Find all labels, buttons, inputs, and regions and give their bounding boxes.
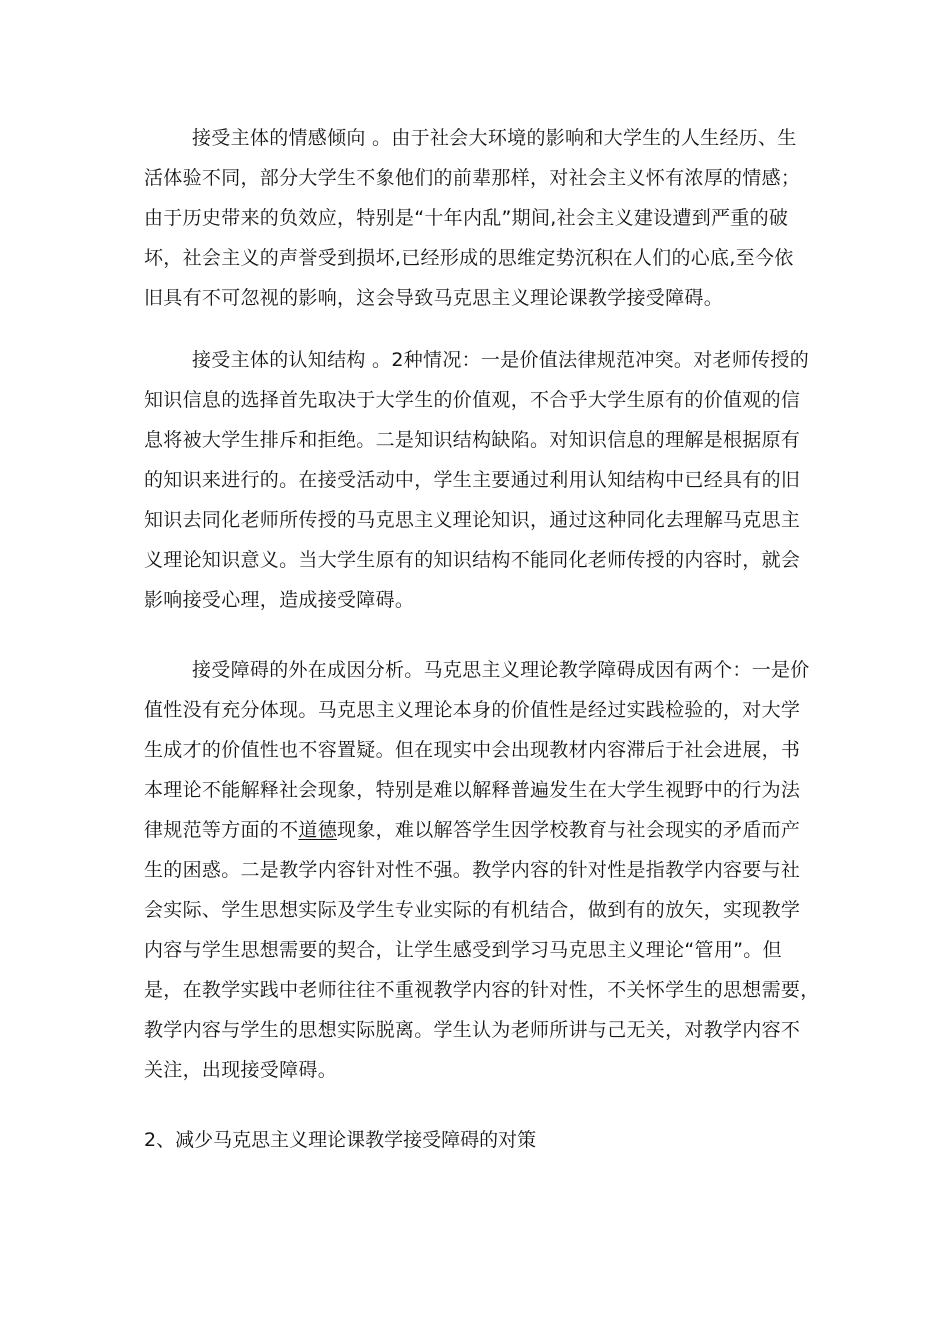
paragraph-line: 义理论知识意义。当大学生原有的知识结构不能同化老师传授的内容时，就会 — [144, 549, 801, 571]
paragraph-line: 知识去同化老师所传授的马克思主义理论知识，通过这种同化去理解马克思主 — [144, 509, 801, 531]
paragraph-line: 关注，出现接受障碍。 — [144, 1059, 338, 1081]
paragraph-line: 会实际、学生思想实际及学生专业实际的有机结合，做到有的放矢，实现教学 — [144, 899, 801, 921]
paragraph-line: 由于历史带来的负效应，特别是“十年内乱”期间,社会主义建设遭到严重的破 — [144, 207, 789, 229]
paragraph-line: 接受主体的认知结构 。2种情况：一是价值法律规范冲突。对老师传授的 — [192, 349, 810, 371]
paragraph-line: 接受障碍的外在成因分析。马克思主义理论教学障碍成因有两个：一是价 — [192, 659, 810, 681]
paragraph-line: 是，在教学实践中老师往往不重视教学内容的针对性，不关怀学生的思想需要， — [144, 979, 820, 1001]
paragraph-line: 内容与学生思想需要的契合，让学生感受到学习马克思主义理论“管用”。但 — [144, 939, 782, 961]
paragraph-line: 旧具有不可忽视的影响，这会导致马克思主义理论课教学接受障碍。 — [144, 287, 724, 309]
paragraph-cognitive-structure — [144, 340, 824, 620]
paragraph-line: 知识信息的选择首先取决于大学生的价值观，不合乎大学生原有的价值观的信 — [144, 389, 801, 411]
paragraph-line: 值性没有充分体现。马克思主义理论本身的价值性是经过实践检验的，对大学 — [144, 699, 801, 721]
paragraph-line: 坏，社会主义的声誉受到损坏,已经形成的思维定势沉积在人们的心底,至今依 — [144, 247, 794, 269]
paragraph-emotional-tendency — [144, 118, 824, 318]
paragraph-line: 影响接受心理，造成接受障碍。 — [144, 589, 415, 611]
underlined-term: 道德 — [298, 819, 338, 841]
paragraph-line: 教学内容与学生的思想实际脱离。学生认为老师所讲与己无关，对教学内容不 — [144, 1019, 801, 1041]
section-heading: 2、减少马克思主义理论课教学接受障碍的对策 — [144, 1129, 537, 1151]
paragraph-line-underlined: 律规范等方面的不道德现象，难以解答学生因学校教育与社会现实的矛盾而产 — [144, 819, 801, 841]
paragraph-external-causes — [144, 650, 824, 1090]
paragraph-line: 的知识来进行的。在接受活动中，学生主要通过利用认知结构中已经具有的旧 — [144, 469, 801, 491]
paragraph-line: 接受主体的情感倾向 。由于社会大环境的影响和大学生的人生经历、生 — [192, 127, 797, 149]
paragraph-line: 活体验不同，部分大学生不象他们的前辈那样，对社会主义怀有浓厚的情感； — [144, 167, 801, 189]
paragraph-line: 生的困惑。二是教学内容针对性不强。教学内容的针对性是指教学内容要与社 — [144, 859, 801, 881]
paragraph-line: 息将被大学生排斥和拒绝。二是知识结构缺陷。对知识信息的理解是根据原有 — [144, 429, 801, 451]
paragraph-line: 生成才的价值性也不容置疑。但在现实中会出现教材内容滞后于社会进展，书 — [144, 739, 801, 761]
paragraph-line: 本理论不能解释社会现象，特别是难以解释普遍发生在大学生视野中的行为法 — [144, 779, 801, 801]
